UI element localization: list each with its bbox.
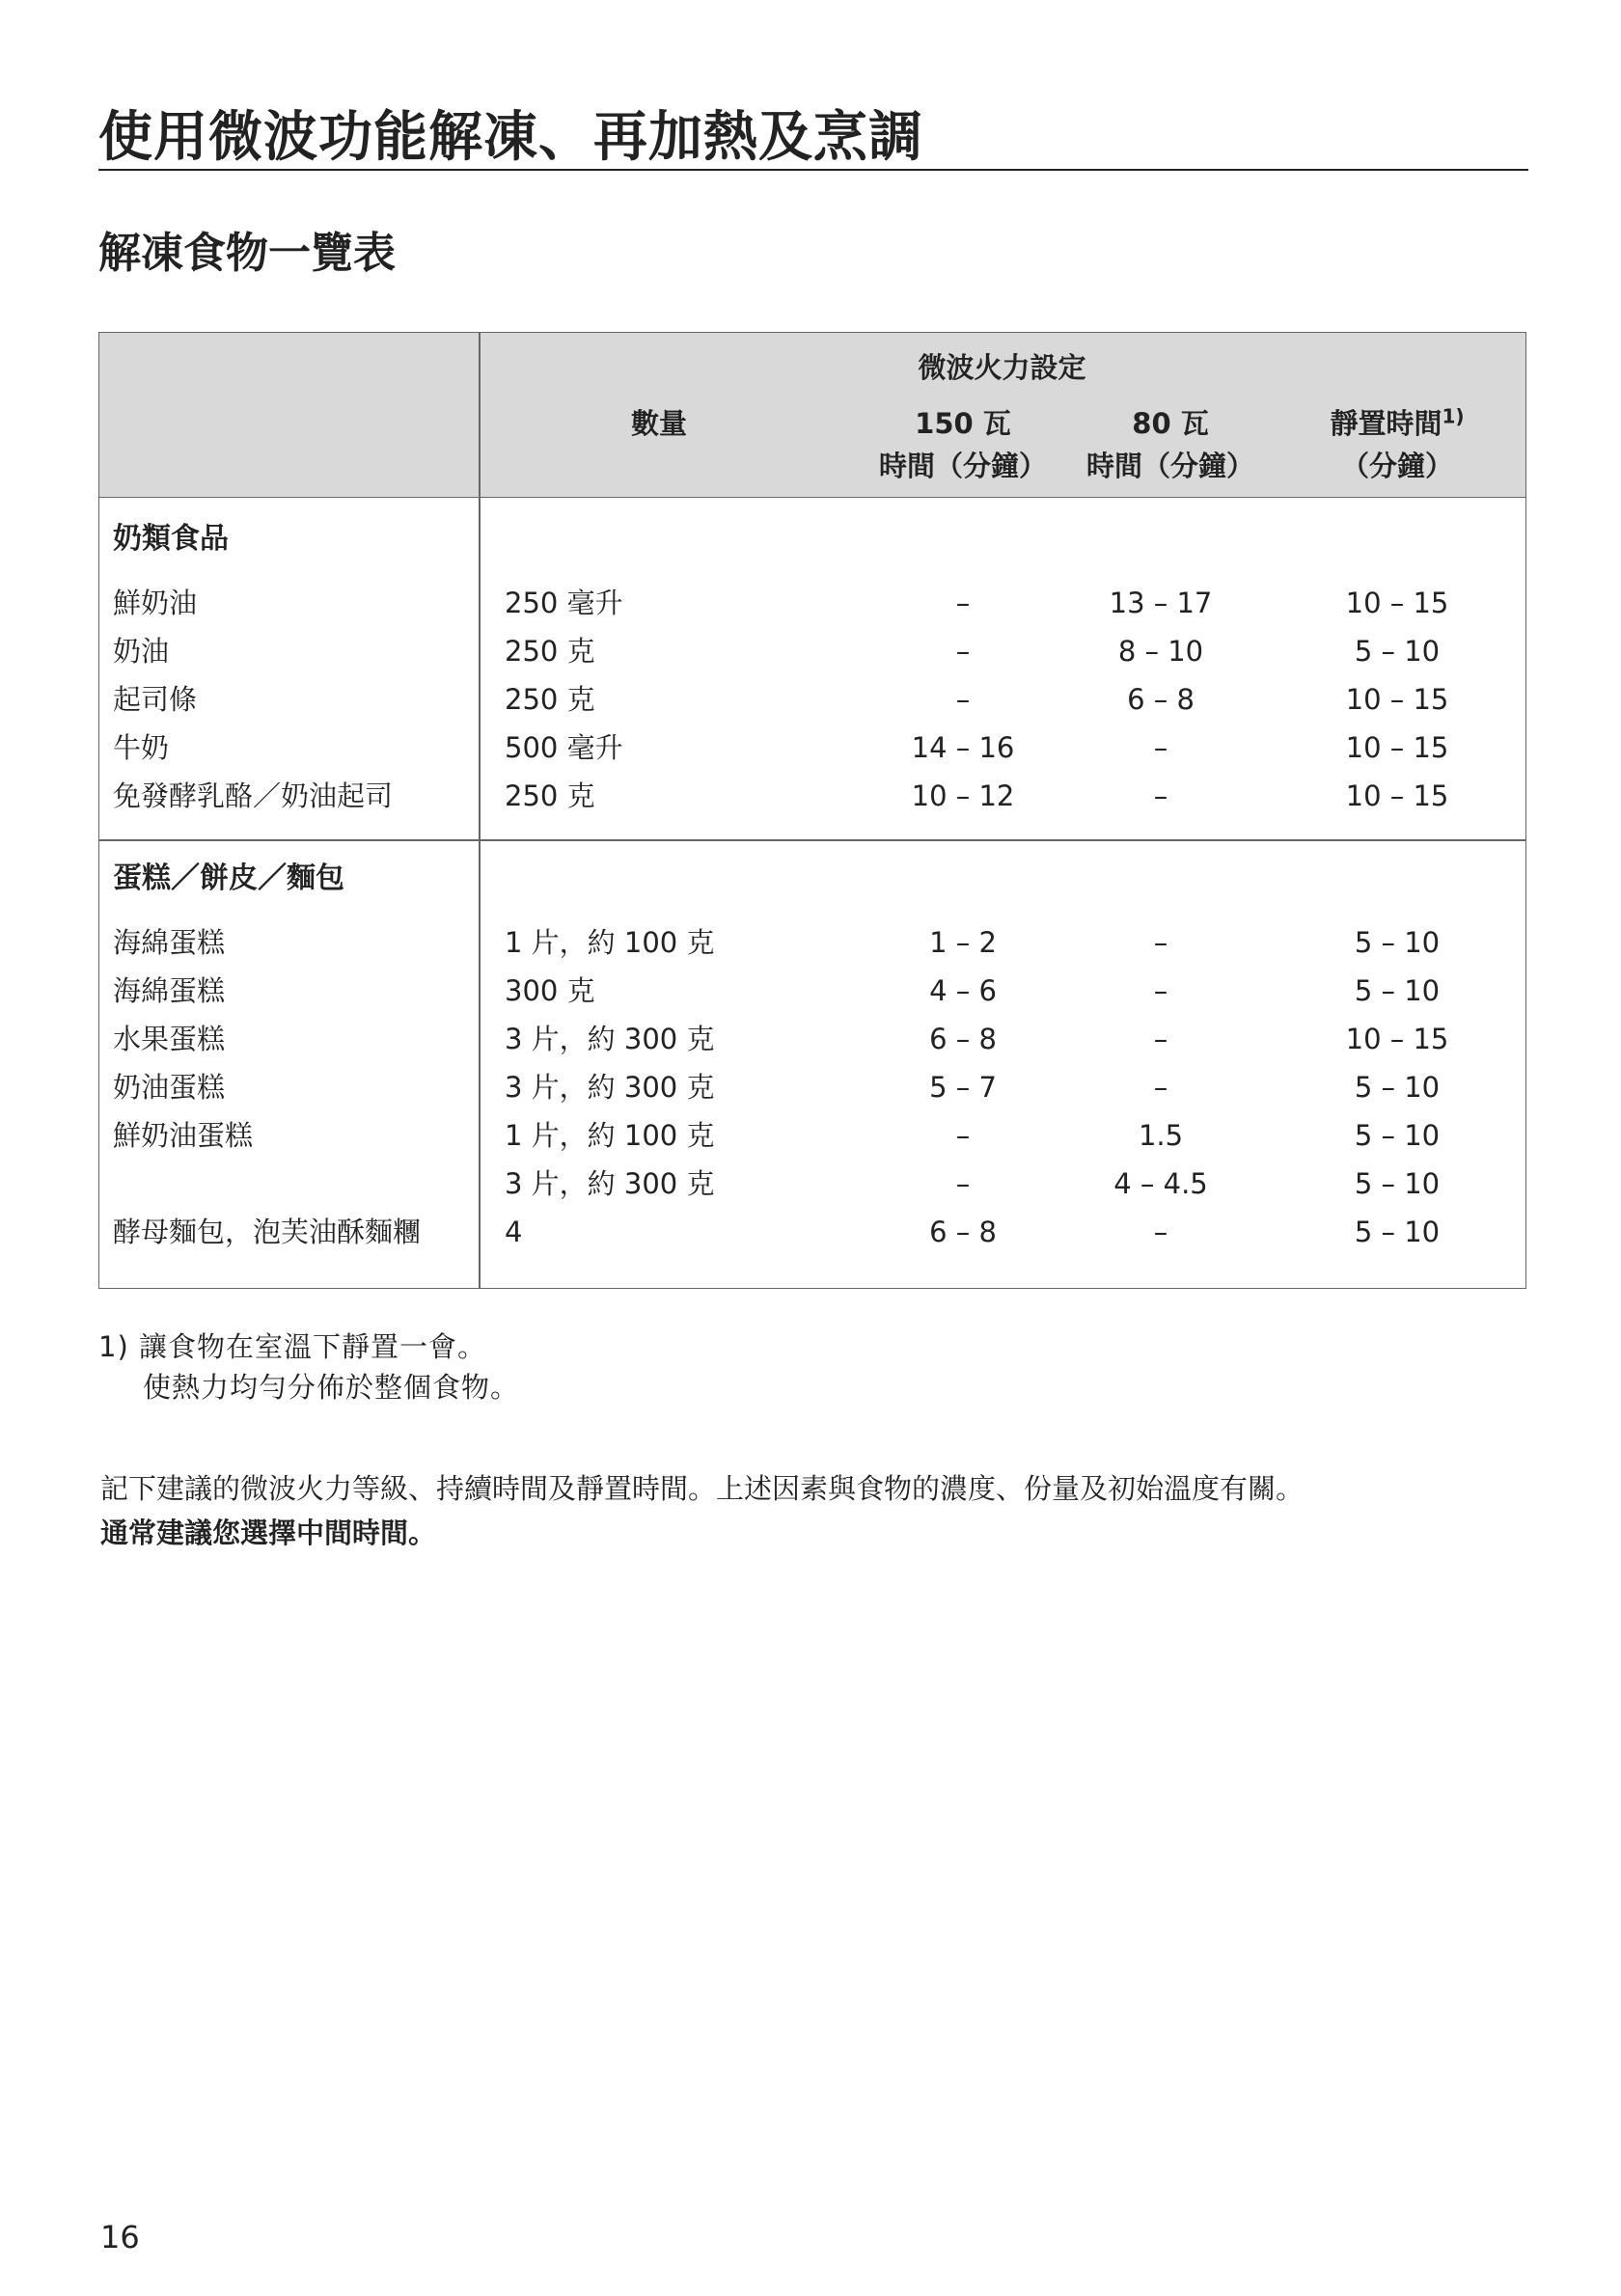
rest-time-header-line1: [1281, 402, 1513, 445]
quantity-cell: 3 片，約 300 克: [505, 1167, 715, 1200]
quantity-cell: 3 片，約 300 克: [505, 1023, 715, 1055]
w150-time-cell: –: [955, 587, 971, 619]
w150-time-cell: 14 – 16: [911, 731, 1015, 764]
w150-time-cell: 6 – 8: [929, 1216, 997, 1248]
food-name: 起司條: [113, 683, 198, 716]
rest-time-cell: 10 – 15: [1345, 779, 1449, 812]
section-title: 解凍食物一覽表: [98, 229, 396, 278]
column-divider: [479, 333, 481, 1288]
w150-time-cell: –: [955, 683, 971, 716]
w150-time-cell: 1 – 2: [929, 926, 997, 959]
w80-header-line2: 時間（分鐘）: [1085, 450, 1254, 482]
quantity-cell: 3 片，約 300 克: [505, 1071, 715, 1104]
title-divider: [98, 169, 1528, 171]
table-header: [99, 333, 1525, 498]
rest-time-cell: 10 – 15: [1345, 587, 1449, 619]
footnote-line-2: 使熱力均勻分佈於整個食物。: [143, 1371, 520, 1404]
w80-time-cell: –: [1153, 926, 1168, 959]
food-name: 鮮奶油: [113, 587, 198, 619]
quantity-cell: 250 克: [505, 779, 595, 812]
quantity-cell: 250 克: [505, 683, 595, 716]
rest-time-cell: 5 – 10: [1354, 1071, 1441, 1104]
group-title: 蛋糕／餅皮／麵包: [113, 861, 344, 895]
footnote: [98, 1326, 519, 1408]
food-name: 水果蛋糕: [113, 1023, 226, 1055]
rest-time-cell: 10 – 15: [1345, 731, 1449, 764]
rest-time-cell: 5 – 10: [1354, 635, 1441, 668]
w80-time-cell: –: [1153, 1023, 1168, 1055]
w150-time-cell: 4 – 6: [929, 974, 997, 1007]
food-name: 海綿蛋糕: [113, 926, 226, 959]
w80-time-cell: 13 – 17: [1109, 587, 1213, 619]
quantity-cell: 300 克: [505, 974, 595, 1007]
rest-time-cell: 10 – 15: [1345, 683, 1449, 716]
w150-time-cell: 10 – 12: [911, 779, 1015, 812]
w80-time-cell: 1.5: [1138, 1119, 1184, 1152]
w80-time-cell: 6 – 8: [1127, 683, 1195, 716]
rest-time-cell: 5 – 10: [1354, 1167, 1441, 1200]
page-title: 使用微波功能解凍、再加熱及烹調: [98, 106, 923, 169]
quantity-cell: 1 片，約 100 克: [505, 1119, 715, 1152]
advice-bold-text: 通常建議您選擇中間時間。: [100, 1517, 437, 1549]
footnote-line-1: 1) 讓食物在室溫下靜置一會。: [98, 1330, 486, 1363]
defrost-table: [98, 332, 1526, 1289]
w80-time-cell: –: [1153, 779, 1168, 812]
rest-time-cell: 5 – 10: [1354, 974, 1441, 1007]
w150-time-cell: –: [955, 1119, 971, 1152]
w150-time-cell: 5 – 7: [929, 1071, 997, 1104]
advice-text: 記下建議的微波火力等級、持續時間及靜置時間。上述因素與食物的濃度、份量及初始溫度有關。: [100, 1472, 1305, 1505]
food-name: 海綿蛋糕: [113, 974, 226, 1007]
microwave-power-header: 微波火力設定: [918, 351, 1086, 384]
quantity-cell: 1 片，約 100 克: [505, 926, 715, 959]
rest-time-header: [1281, 402, 1513, 487]
rest-time-header-line2: （分鐘）: [1340, 450, 1453, 482]
food-name: 免發酵乳酪／奶油起司: [113, 779, 394, 812]
w80-header-line1: 80 瓦: [1132, 407, 1209, 440]
advice-paragraph: [100, 1466, 1528, 1555]
w80-time-cell: –: [1153, 1071, 1168, 1104]
rest-footnote-mark: 1): [1442, 404, 1465, 428]
w80-header: [1055, 402, 1286, 487]
quantity-cell: 500 毫升: [505, 731, 623, 764]
rest-time-label: 靜置時間: [1330, 407, 1442, 440]
w150-header-line1: 150 瓦: [915, 407, 1011, 440]
w80-time-cell: 8 – 10: [1117, 635, 1204, 668]
quantity-cell: 250 毫升: [505, 587, 623, 619]
rest-time-cell: 5 – 10: [1354, 1216, 1441, 1248]
w150-time-cell: –: [955, 1167, 971, 1200]
w150-header: [847, 402, 1079, 487]
quantity-header: 數量: [630, 407, 687, 440]
food-name: 鮮奶油蛋糕: [113, 1119, 254, 1152]
quantity-cell: 4: [505, 1216, 523, 1248]
food-name: 奶油: [113, 635, 170, 668]
w150-header-line2: 時間（分鐘）: [878, 450, 1047, 482]
w80-time-cell: –: [1153, 974, 1168, 1007]
quantity-cell: 250 克: [505, 635, 595, 668]
group-title: 奶類食品: [113, 522, 229, 556]
rest-time-cell: 5 – 10: [1354, 1119, 1441, 1152]
w150-time-cell: 6 – 8: [929, 1023, 997, 1055]
food-name: 奶油蛋糕: [113, 1071, 226, 1104]
food-name: 酵母麵包，泡芙油酥麵糰: [113, 1216, 422, 1248]
rest-time-cell: 10 – 15: [1345, 1023, 1449, 1055]
food-name: 牛奶: [113, 731, 170, 764]
rest-time-cell: 5 – 10: [1354, 926, 1441, 959]
w150-time-cell: –: [955, 635, 971, 668]
w80-time-cell: –: [1153, 731, 1168, 764]
w80-time-cell: 4 – 4.5: [1113, 1167, 1208, 1200]
w80-time-cell: –: [1153, 1216, 1168, 1248]
page-number: 16: [100, 2219, 140, 2255]
group-divider: [99, 839, 1525, 841]
